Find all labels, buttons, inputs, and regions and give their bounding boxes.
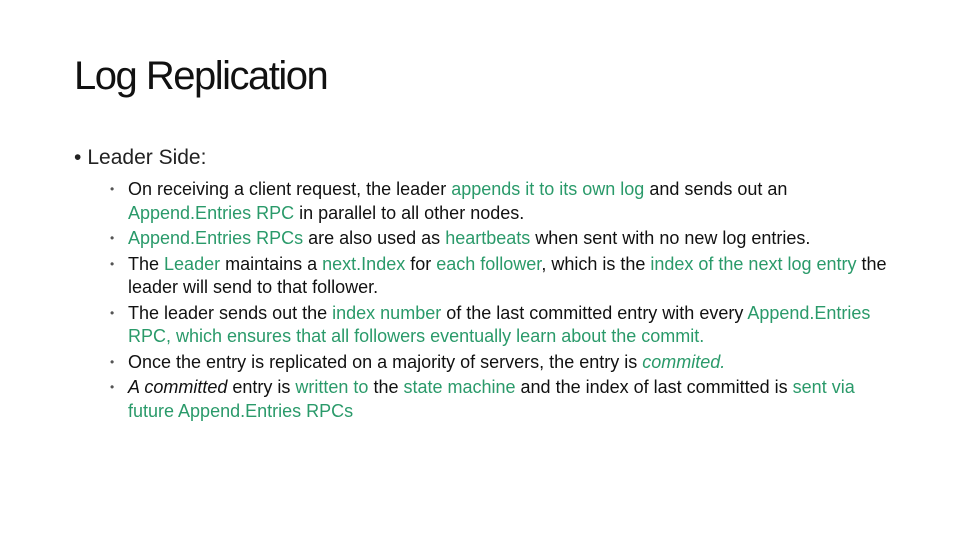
list-item xyxy=(110,178,890,225)
body-text: the leader will send to that follower. xyxy=(128,253,887,297)
highlighted-text: each follower xyxy=(436,253,542,274)
bullet-icon: • xyxy=(110,354,115,369)
highlighted-text: Leader xyxy=(164,253,221,274)
bullet-icon: • xyxy=(110,256,115,271)
highlighted-text: Append.Entries RPC, which ensures that all followers eventually learn about the commit. xyxy=(128,302,871,346)
body-text: when sent with no new log entries. xyxy=(530,228,811,248)
body-text: for xyxy=(405,253,437,274)
bullet-icon: • xyxy=(110,305,115,320)
body-text: the xyxy=(368,377,404,397)
body-text: of the last committed entry with every xyxy=(441,302,748,323)
highlighted-text: Append.Entries RPC xyxy=(128,202,295,223)
highlighted-text: commited. xyxy=(642,351,726,372)
highlighted-text: index number xyxy=(332,302,442,323)
highlighted-text: sent via future Append.Entries RPCs xyxy=(128,377,855,421)
list-item xyxy=(110,253,890,300)
body-text: , which is the xyxy=(541,253,651,274)
list-item xyxy=(110,227,890,251)
bullet-list xyxy=(110,178,890,425)
highlighted-text: next.Index xyxy=(322,253,406,274)
body-text: and the index of last committed is xyxy=(515,377,793,397)
section-label: Leader Side: xyxy=(87,146,207,169)
body-text: entry is xyxy=(227,377,296,397)
body-text: The xyxy=(128,253,165,274)
body-text: maintains a xyxy=(220,253,323,274)
body-text: in parallel to all other nodes. xyxy=(294,202,525,223)
list-item xyxy=(110,376,890,423)
highlighted-text: appends it to its own log xyxy=(451,179,645,199)
body-text: and sends out an xyxy=(644,179,788,199)
highlighted-text: state machine xyxy=(403,377,516,397)
bullet-icon: • xyxy=(110,182,115,196)
body-text: The leader sends out the xyxy=(128,302,333,323)
body-text: On receiving a client request, the leader xyxy=(128,179,452,199)
body-text: Once the entry is replicated on a majority of servers, the entry is xyxy=(128,351,643,372)
bullet-icon: • xyxy=(110,231,115,245)
list-item xyxy=(110,302,890,349)
list-item xyxy=(110,351,890,375)
section-heading xyxy=(74,146,206,170)
body-text: A committed xyxy=(128,377,228,397)
highlighted-text: index of the next log entry xyxy=(650,253,857,274)
bullet-icon: • xyxy=(110,380,115,394)
section-bullet: • xyxy=(74,146,82,169)
highlighted-text: Append.Entries RPCs xyxy=(128,228,304,248)
body-text: are also used as xyxy=(303,228,446,248)
highlighted-text: written to xyxy=(295,377,369,397)
slide-title: Log Replication xyxy=(74,54,328,98)
highlighted-text: heartbeats xyxy=(445,228,531,248)
